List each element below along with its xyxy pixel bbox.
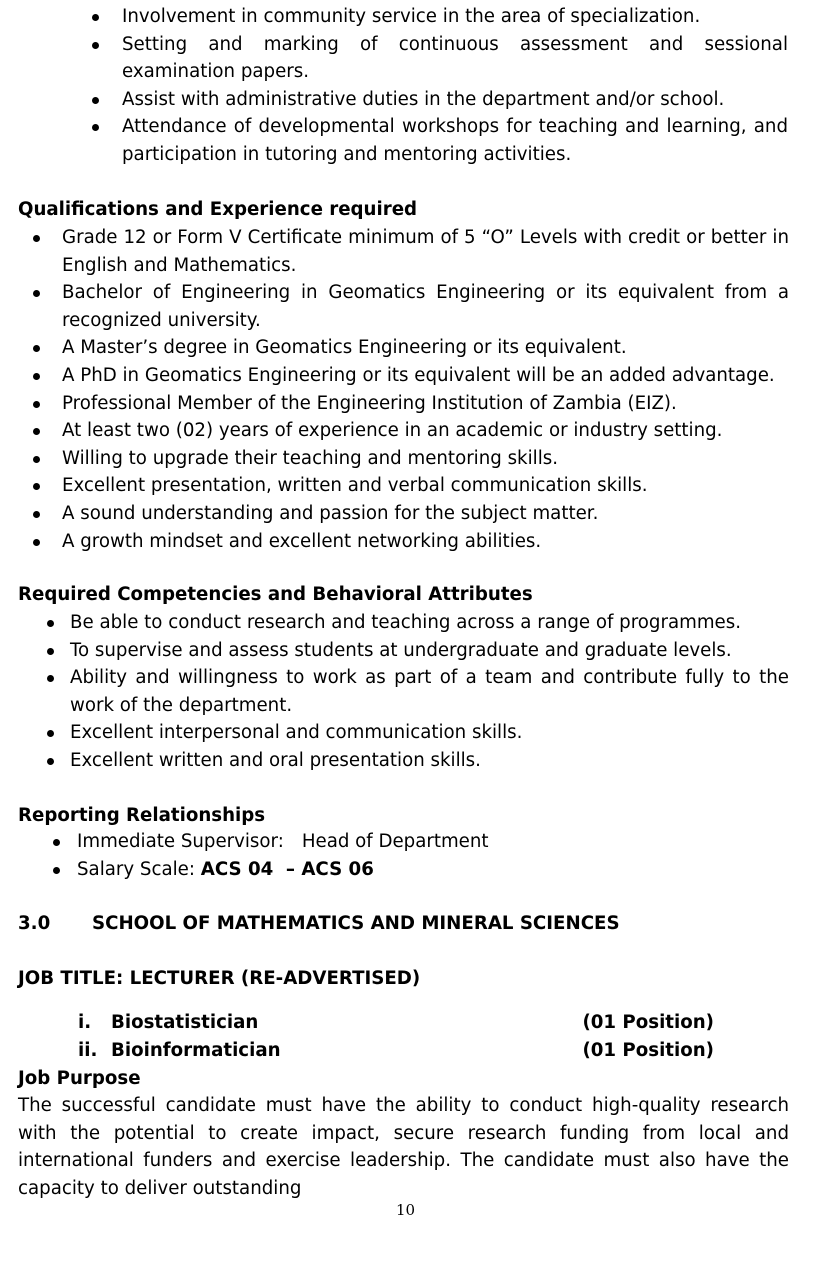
list-item: To supervise and assess students at undergraduate and graduate levels. — [70, 639, 732, 661]
position-numeral: i. — [78, 1012, 92, 1033]
list-item: Bachelor of Engineering in Geomatics Engineering or its equivalent from a recognized university. — [62, 282, 789, 331]
list-item: Involvement in community service in the area of specialization. — [122, 6, 701, 27]
list-item: A PhD in Geomatics Engineering or its equivalent will be an added advantage. — [62, 364, 775, 386]
competencies-heading: Required Competencies and Behavioral Attributes — [18, 584, 533, 605]
list-item: Willing to upgrade their teaching and mentoring skills. — [62, 447, 558, 469]
reporting-heading: Reporting Relationships — [18, 805, 266, 826]
list-item: Grade 12 or Form V Certificate minimum of 5 “O” Levels with credit or better in English and Mathematics. — [62, 227, 789, 276]
position-name: Bioinformatician — [111, 1039, 281, 1061]
list-item: Excellent presentation, written and verbal communication skills. — [62, 475, 648, 497]
qualifications-heading: Qualifications and Experience required — [18, 199, 418, 220]
list-item: Assist with administrative duties in the department and/or school. — [122, 88, 725, 110]
duties-list — [92, 3, 788, 169]
position-count: (01 Position) — [582, 1039, 714, 1061]
list-item: Attendance of developmental workshops for teaching and learning, and participation in tutoring and mentoring activities. — [122, 116, 788, 165]
list-item: Excellent written and oral presentation skills. — [70, 749, 481, 771]
list-item — [53, 856, 753, 884]
supervisor-value: Head of Department — [301, 831, 489, 852]
salary-label: Salary Scale: — [77, 858, 201, 880]
job-purpose-heading: Job Purpose — [18, 1068, 141, 1089]
salary-value: ACS 04 – ACS 06 — [200, 858, 374, 880]
list-item: At least two (02) years of experience in an academic or industry setting. — [62, 420, 723, 442]
job-title: JOB TITLE: LECTURER (RE-ADVERTISED) — [18, 968, 421, 989]
list-item: A growth mindset and excellent networking abilities. — [62, 530, 542, 552]
positions-list — [78, 1009, 714, 1064]
job-purpose-text: The successful candidate must have the ability to conduct high-quality research with the potential to create impact, secure research funding from local and international funders and exercise leadership. The candidate must also have the capacity to deliver outstanding — [18, 1095, 789, 1199]
list-item: Be able to conduct research and teaching across a range of programmes. — [70, 612, 741, 633]
qualifications-list — [33, 224, 789, 555]
list-item: Professional Member of the Engineering Institution of Zambia (EIZ). — [62, 392, 677, 414]
position-row — [78, 1037, 714, 1065]
competencies-list — [47, 609, 789, 775]
position-count: (01 Position) — [582, 1012, 714, 1033]
list-item: A sound understanding and passion for the subject matter. — [62, 502, 599, 524]
page-number: 10 — [396, 1201, 416, 1219]
list-item: Ability and willingness to work as part of a team and contribute fully to the work of the department. — [70, 667, 789, 716]
section-title: SCHOOL OF MATHEMATICS AND MINERAL SCIENCES — [92, 913, 620, 934]
supervisor-label: Immediate Supervisor: — [77, 831, 284, 852]
section-number: 3.0 — [18, 913, 51, 934]
list-item: Excellent interpersonal and communication skills. — [70, 722, 523, 744]
list-item: A Master’s degree in Geomatics Engineering or its equivalent. — [62, 337, 627, 359]
position-name: Biostatistician — [111, 1012, 259, 1033]
list-item: Setting and marking of continuous assessment and sessional examination papers. — [122, 33, 788, 83]
list-item — [53, 828, 753, 856]
position-numeral: ii. — [78, 1039, 98, 1061]
reporting-list — [53, 828, 753, 883]
position-row — [78, 1009, 714, 1037]
